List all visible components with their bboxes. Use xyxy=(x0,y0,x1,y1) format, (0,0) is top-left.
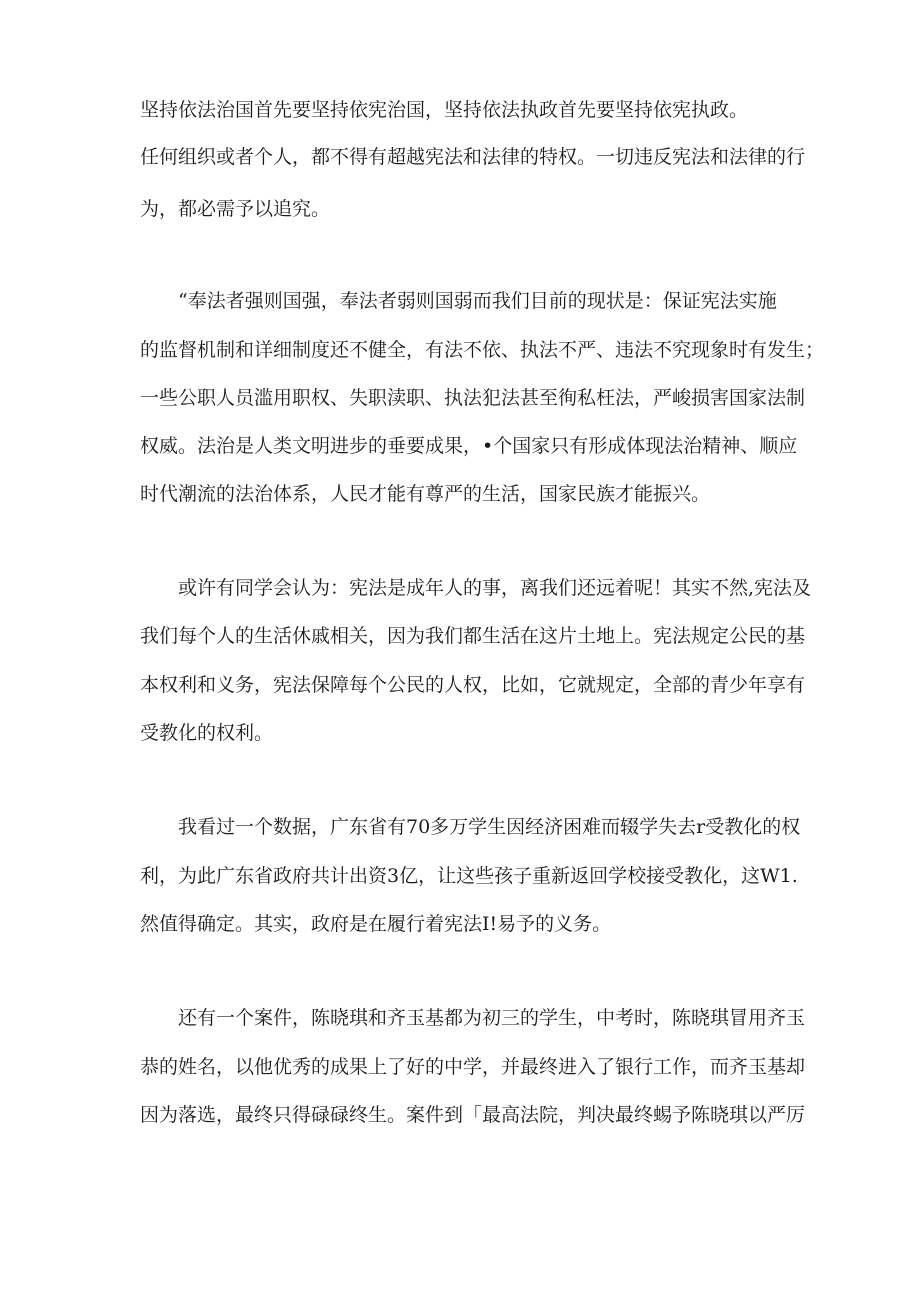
paragraph-line: 一些公职人员滥用职权、失职渎职、执法犯法甚至徇私枉法，严峻损害国家法制 xyxy=(140,387,806,409)
paragraph-line: 的监督机制和详细制度还不健全，有法不依、执法不严、违法不究现象时有发生； xyxy=(140,339,825,361)
paragraph-line: 因为落选，最终只得碌碌终生。案件到「最高法院，判决最终蜴予陈晓琪以严厉 xyxy=(140,1104,806,1126)
paragraph-line: 时代潮流的法治体系，人民才能有尊严的生活，国家民族才能振兴。 xyxy=(140,483,711,505)
paragraph-line: 坚持依法治国首先要坚持依宪治国，坚持依法执政首先要坚持依宪执政。 xyxy=(140,99,749,121)
paragraph-line: 恭的姓名，以他优秀的成果上了好的中学，并最终进入了银行工作，而齐玉基却 xyxy=(140,1056,806,1078)
paragraph-line: “奉法者强则国强，奉法者弱则国弱而我们目前的现状是：保证宪法实施 xyxy=(178,290,777,312)
paragraph-line: 本权利和义务，宪法保障每个公民的人权，比如，它就规定，全部的青少年享有 xyxy=(140,674,806,696)
paragraph-line: 利，为此广东省政府共计出资3亿，让这些孩子重新返回学校接受教化，这W1. xyxy=(140,865,798,887)
paragraph-line: 我看过一个数据，广东省有70多万学生因经济困难而辍学失去r受教化的权 xyxy=(178,816,801,838)
paragraph-line: 还有一个案件，陈晓琪和齐玉基都为初三的学生，中考时，陈晓琪冒用齐玉 xyxy=(178,1007,806,1029)
paragraph-line: 或许有同学会认为：宪法是成年人的事，离我们还远着呢！其实不然,宪法及 xyxy=(178,577,812,599)
paragraph-line: 然值得确定。其实，政府是在履行着宪法I!易予的义务。 xyxy=(140,913,612,935)
paragraph-line: 权威。法治是人类文明进步的垂要成果，•个国家只有形成体现法治精神、顺应 xyxy=(140,435,798,457)
paragraph-line: 我们每个人的生活休戚相关，因为我们都生活在这片土地上。宪法规定公民的基 xyxy=(140,625,806,647)
paragraph-line: 受教化的权利。 xyxy=(140,722,274,744)
paragraph-line: 为，都必需予以追究。 xyxy=(140,198,331,220)
paragraph-line: 任何组织或者个人，都不得有超越宪法和法律的特权。一切违反宪法和法律的行 xyxy=(140,146,806,168)
